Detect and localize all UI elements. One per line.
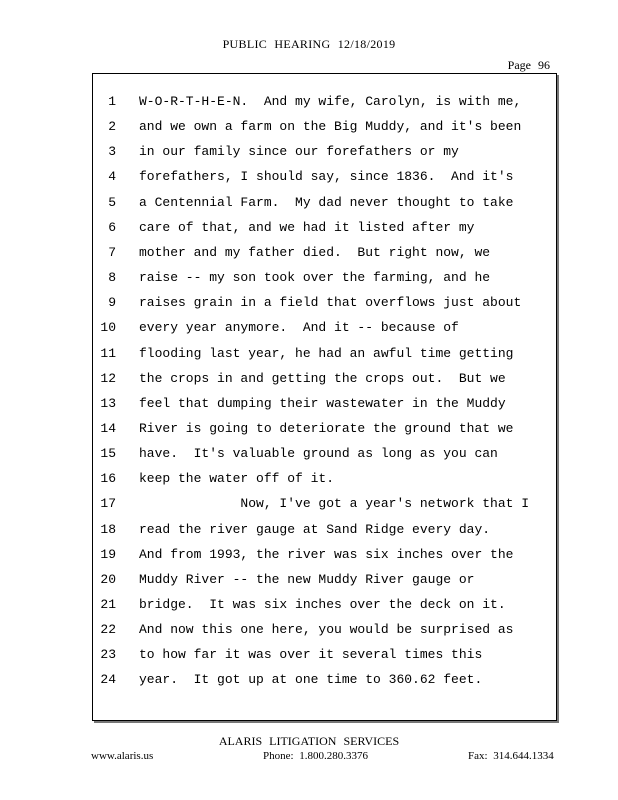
line-number: 12	[100, 370, 116, 386]
line-text: W-O-R-T-H-E-N. And my wife, Carolyn, is with me,	[139, 94, 522, 109]
line-number: 9	[108, 295, 116, 311]
line-text: bridge. It was six inches over the deck on it.	[139, 597, 506, 612]
line-text: Muddy River -- the new Muddy River gauge or	[139, 571, 475, 587]
line-text: every year anymore. And it -- because of	[139, 320, 459, 336]
line-number: 11	[100, 345, 116, 361]
line-text: raises grain in a field that overflows just about	[139, 295, 522, 311]
footer-phone: Phone: 1.800.280.3376	[263, 750, 369, 762]
line-number: 14	[100, 420, 116, 436]
line-text: And from 1993, the river was six inches over the	[139, 546, 514, 562]
line-number: 4	[108, 169, 116, 185]
line-number: 18	[100, 521, 116, 537]
line-text: and we own a farm on the Big Muddy, and it's been	[139, 119, 522, 135]
footer-fax: Fax: 314.644.1334	[468, 750, 554, 762]
line-text: And now this one here, you would be surprised as	[139, 622, 514, 638]
line-number: 5	[108, 194, 116, 210]
line-number: 17	[100, 496, 116, 512]
line-number: 16	[100, 471, 116, 487]
line-text: forefathers, I should say, since 1836. And it's	[139, 169, 514, 185]
line-number: 22	[100, 622, 116, 638]
line-text: to how far it was over it several times this	[139, 647, 483, 663]
line-text: year. It got up at one time to 360.62 feet.	[139, 672, 483, 688]
line-text: Now, I've got a year's network that I	[139, 496, 530, 512]
line-number: 2	[108, 119, 116, 135]
line-number: 23	[100, 647, 116, 663]
header-title: PUBLIC HEARING 12/18/2019	[222, 37, 396, 51]
line-text: a Centennial Farm. My dad never thought to take	[139, 194, 514, 210]
footer-company: ALARIS LITIGATION SERVICES	[218, 734, 400, 748]
line-number: 13	[100, 395, 116, 411]
footer-website: www.alaris.us	[91, 750, 154, 762]
line-text: the crops in and getting the crops out. But we	[139, 370, 506, 386]
line-text: care of that, and we had it listed after my	[139, 219, 475, 235]
line-text: keep the water off of it.	[139, 471, 335, 487]
line-number: 3	[108, 144, 116, 160]
line-number: 1	[108, 94, 116, 109]
line-number: 20	[100, 571, 116, 587]
line-text: raise -- my son took over the farming, and he	[139, 270, 491, 286]
line-text: mother and my father died. But right now, we	[139, 244, 491, 260]
page-number: Page 96	[507, 58, 550, 72]
line-number: 7	[108, 244, 116, 260]
line-text: in our family since our forefathers or my	[139, 144, 459, 160]
line-number: 6	[108, 219, 116, 235]
line-number: 21	[100, 597, 116, 612]
line-text: flooding last year, he had an awful time getting	[139, 345, 514, 361]
line-number: 19	[100, 546, 116, 562]
line-text: River is going to deteriorate the ground that we	[139, 420, 514, 436]
line-number: 8	[108, 270, 116, 286]
line-text: feel that dumping their wastewater in the Muddy	[139, 395, 506, 411]
line-number: 10	[100, 320, 116, 336]
line-number: 15	[100, 446, 116, 462]
line-text: have. It's valuable ground as long as you can	[139, 446, 498, 462]
line-number: 24	[100, 672, 116, 688]
line-text: read the river gauge at Sand Ridge every day.	[139, 521, 491, 537]
